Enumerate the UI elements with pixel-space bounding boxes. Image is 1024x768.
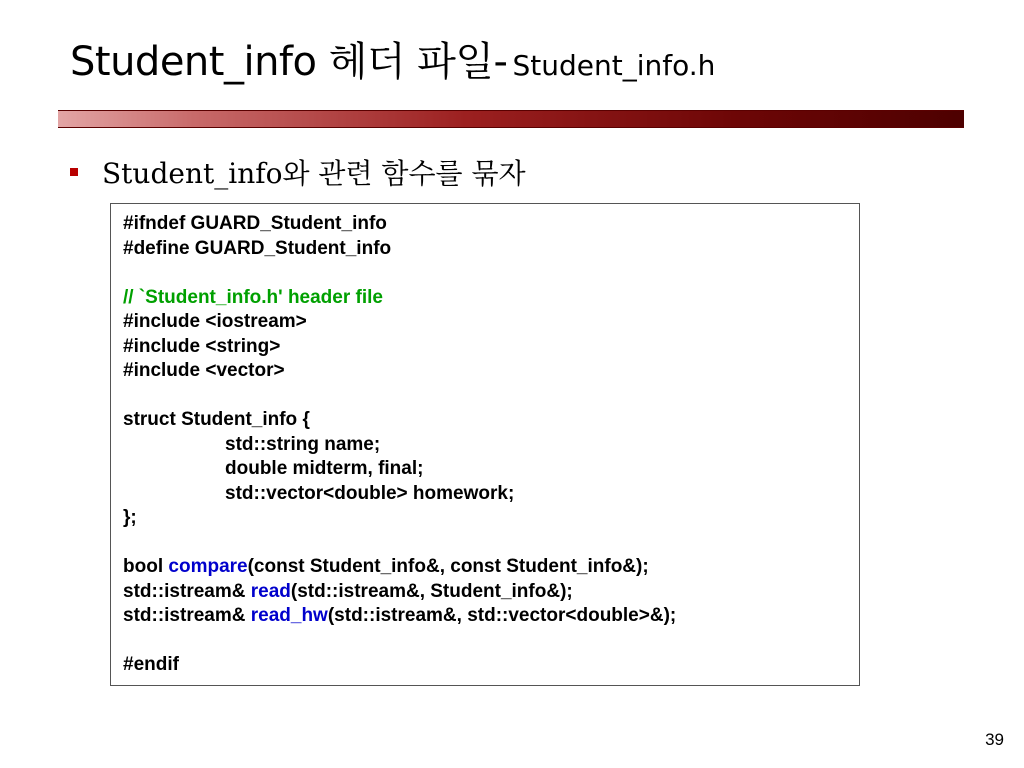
code-compare-prefix: bool: [123, 556, 169, 577]
slide-title-sub: Student_info.h: [512, 49, 716, 82]
code-read-suffix: (std::istream&, Student_info&);: [290, 580, 573, 602]
code-line-include-string: #include <string>: [123, 335, 281, 357]
code-line-read: [123, 580, 859, 605]
code-line-include-vector: #include <vector>: [123, 360, 285, 381]
code-line-comment: // `Student_info.h' header file: [123, 286, 383, 308]
code-line-struct-close: };: [123, 507, 137, 528]
code-line-read-hw: [123, 604, 859, 629]
title-divider-bar: [58, 110, 964, 128]
code-blank-line: [123, 261, 859, 286]
code-readhw-function: read_hw: [250, 605, 328, 626]
bullet-text: Student_info와 관련 함수를 묶자: [102, 157, 526, 190]
code-line-struct-open: struct Student_info {: [123, 409, 310, 430]
code-blank-line: [123, 384, 859, 409]
slide-title-main: Student_info 헤더 파일-: [70, 39, 508, 85]
code-read-function: read: [250, 580, 291, 602]
code-block: [110, 203, 860, 686]
code-blank-line: [123, 531, 859, 556]
code-compare-suffix: (const Student_info&, const Student_info&);: [247, 556, 649, 577]
square-bullet-icon: [70, 168, 78, 176]
code-blank-line: [123, 629, 859, 654]
code-readhw-prefix: std::istream&: [123, 605, 251, 626]
code-line-compare: [123, 555, 859, 580]
code-line-member-name: std::string name;: [225, 433, 381, 455]
slide-title: [70, 39, 716, 85]
code-line-ifndef: #ifndef GUARD_Student_info: [123, 213, 387, 234]
code-readhw-suffix: (std::istream&, std::vector<double>&);: [327, 605, 677, 626]
bullet-item: [70, 152, 526, 192]
code-line-define: #define GUARD_Student_info: [123, 237, 392, 259]
code-compare-function: compare: [168, 556, 248, 577]
code-line-member-homework: std::vector<double> homework;: [225, 482, 515, 504]
code-line-endif: #endif: [123, 654, 179, 675]
code-read-prefix: std::istream&: [123, 580, 251, 602]
page-number: 39: [985, 730, 1004, 749]
code-line-member-scores: double midterm, final;: [225, 458, 424, 479]
code-line-include-iostream: #include <iostream>: [123, 311, 307, 332]
